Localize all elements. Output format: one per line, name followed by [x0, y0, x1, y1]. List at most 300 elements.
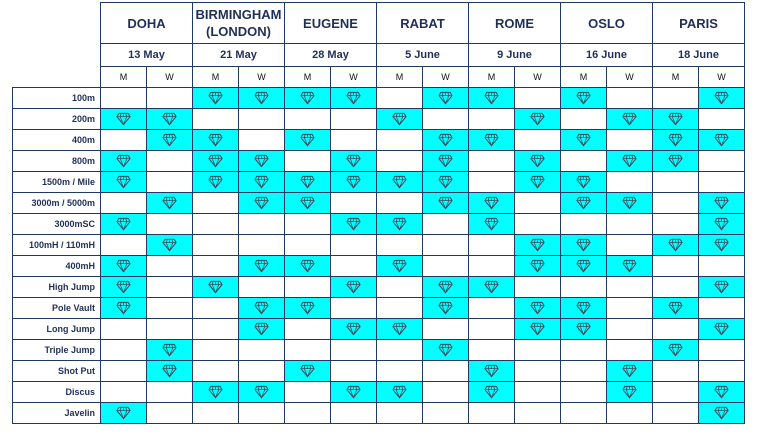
diamond-icon	[622, 259, 637, 273]
event-label: Pole Vault	[13, 298, 101, 319]
empty-cell	[331, 256, 377, 277]
event-held-cell	[699, 88, 745, 109]
empty-cell	[239, 130, 285, 151]
event-held-cell	[515, 109, 561, 130]
event-label: 200m	[13, 109, 101, 130]
event-held-cell	[285, 298, 331, 319]
event-rows	[13, 88, 745, 424]
empty-cell	[469, 340, 515, 361]
diamond-icon	[116, 301, 131, 315]
event-held-cell	[147, 130, 193, 151]
event-held-cell	[377, 256, 423, 277]
empty-cell	[561, 277, 607, 298]
diamond-icon	[714, 280, 729, 294]
empty-cell	[147, 88, 193, 109]
empty-cell	[607, 340, 653, 361]
event-held-cell	[423, 151, 469, 172]
diamond-icon	[484, 364, 499, 378]
empty-cell	[193, 109, 239, 130]
diamond-icon	[254, 385, 269, 399]
empty-cell	[193, 193, 239, 214]
event-held-cell	[699, 130, 745, 151]
diamond-icon	[392, 175, 407, 189]
empty-cell	[699, 172, 745, 193]
empty-cell	[239, 235, 285, 256]
gender-label: W	[331, 67, 377, 88]
empty-cell	[239, 109, 285, 130]
event-held-cell	[423, 130, 469, 151]
event-held-cell	[239, 88, 285, 109]
empty-cell	[653, 319, 699, 340]
empty-cell	[285, 109, 331, 130]
empty-cell	[607, 277, 653, 298]
empty-cell	[239, 361, 285, 382]
event-held-cell	[101, 298, 147, 319]
empty-cell	[469, 298, 515, 319]
empty-cell	[147, 298, 193, 319]
city-header-row	[13, 3, 745, 44]
event-held-cell	[653, 151, 699, 172]
diamond-icon	[438, 133, 453, 147]
diamond-icon	[254, 175, 269, 189]
event-held-cell	[469, 361, 515, 382]
empty-cell	[377, 130, 423, 151]
empty-cell	[377, 403, 423, 424]
event-held-cell	[377, 109, 423, 130]
empty-cell	[193, 256, 239, 277]
diamond-icon	[576, 196, 591, 210]
empty-cell	[653, 361, 699, 382]
empty-cell	[101, 130, 147, 151]
diamond-icon	[668, 343, 683, 357]
event-held-cell	[699, 277, 745, 298]
diamond-icon	[714, 133, 729, 147]
empty-cell	[653, 214, 699, 235]
gender-label: W	[699, 67, 745, 88]
event-row	[13, 361, 745, 382]
event-label: Discus	[13, 382, 101, 403]
event-held-cell	[193, 382, 239, 403]
event-held-cell	[239, 319, 285, 340]
diamond-icon	[622, 364, 637, 378]
diamond-icon	[714, 196, 729, 210]
empty-cell	[193, 340, 239, 361]
event-held-cell	[193, 172, 239, 193]
empty-cell	[423, 214, 469, 235]
event-held-cell	[239, 193, 285, 214]
event-label: 800m	[13, 151, 101, 172]
diamond-icon	[392, 322, 407, 336]
empty-cell	[699, 256, 745, 277]
event-held-cell	[607, 193, 653, 214]
diamond-icon	[392, 217, 407, 231]
diamond-icon	[208, 175, 223, 189]
empty-cell	[561, 382, 607, 403]
event-held-cell	[653, 130, 699, 151]
event-held-cell	[147, 235, 193, 256]
event-held-cell	[101, 151, 147, 172]
event-row	[13, 214, 745, 235]
empty-cell	[423, 382, 469, 403]
empty-cell	[561, 340, 607, 361]
event-held-cell	[515, 319, 561, 340]
empty-cell	[331, 130, 377, 151]
diamond-icon	[254, 154, 269, 168]
empty-cell	[607, 298, 653, 319]
event-label: Triple Jump	[13, 340, 101, 361]
empty-cell	[193, 403, 239, 424]
diamond-icon	[530, 301, 545, 315]
event-held-cell	[561, 256, 607, 277]
diamond-icon	[116, 175, 131, 189]
empty-cell	[653, 277, 699, 298]
empty-cell	[561, 109, 607, 130]
event-held-cell	[377, 319, 423, 340]
diamond-icon	[484, 91, 499, 105]
empty-cell	[147, 151, 193, 172]
empty-cell	[101, 193, 147, 214]
event-held-cell	[147, 340, 193, 361]
event-held-cell	[699, 235, 745, 256]
diamond-icon	[622, 196, 637, 210]
diamond-icon	[116, 259, 131, 273]
empty-cell	[331, 298, 377, 319]
diamond-icon	[162, 133, 177, 147]
empty-cell	[285, 382, 331, 403]
event-held-cell	[423, 88, 469, 109]
gender-label: W	[515, 67, 561, 88]
event-held-cell	[239, 382, 285, 403]
event-label: 100m	[13, 88, 101, 109]
empty-cell	[469, 235, 515, 256]
meeting-city: EUGENE	[285, 3, 377, 44]
empty-cell	[423, 319, 469, 340]
event-held-cell	[699, 214, 745, 235]
diamond-icon	[484, 133, 499, 147]
event-held-cell	[377, 382, 423, 403]
diamond-icon	[714, 217, 729, 231]
diamond-icon	[346, 385, 361, 399]
diamond-icon	[484, 217, 499, 231]
empty-cell	[239, 214, 285, 235]
diamond-icon	[530, 154, 545, 168]
event-row	[13, 319, 745, 340]
empty-cell	[285, 235, 331, 256]
event-held-cell	[607, 361, 653, 382]
empty-cell	[101, 382, 147, 403]
meeting-date: 18 June	[653, 44, 745, 67]
empty-cell	[515, 214, 561, 235]
diamond-icon	[208, 133, 223, 147]
event-held-cell	[469, 193, 515, 214]
empty-cell	[285, 340, 331, 361]
empty-cell	[515, 193, 561, 214]
empty-cell	[331, 193, 377, 214]
event-held-cell	[285, 130, 331, 151]
diamond-icon	[162, 112, 177, 126]
event-row	[13, 256, 745, 277]
diamond-icon	[438, 301, 453, 315]
event-held-cell	[469, 382, 515, 403]
event-row	[13, 382, 745, 403]
event-row	[13, 88, 745, 109]
meeting-date: 21 May	[193, 44, 285, 67]
event-held-cell	[239, 172, 285, 193]
empty-cell	[423, 109, 469, 130]
diamond-icon	[622, 154, 637, 168]
empty-cell	[101, 88, 147, 109]
diamond-icon	[254, 301, 269, 315]
diamond-icon	[438, 175, 453, 189]
event-held-cell	[561, 298, 607, 319]
empty-cell	[515, 88, 561, 109]
empty-cell	[193, 235, 239, 256]
event-held-cell	[331, 172, 377, 193]
event-held-cell	[101, 403, 147, 424]
empty-cell	[515, 277, 561, 298]
diamond-icon	[346, 154, 361, 168]
empty-cell	[699, 109, 745, 130]
empty-cell	[607, 214, 653, 235]
empty-cell	[101, 340, 147, 361]
empty-cell	[469, 319, 515, 340]
diamond-icon	[576, 301, 591, 315]
event-held-cell	[285, 172, 331, 193]
diamond-icon	[300, 175, 315, 189]
diamond-icon	[714, 406, 729, 420]
gender-label: W	[423, 67, 469, 88]
event-held-cell	[423, 172, 469, 193]
gender-label: W	[607, 67, 653, 88]
diamond-icon	[622, 385, 637, 399]
empty-cell	[653, 172, 699, 193]
empty-cell	[239, 340, 285, 361]
event-held-cell	[331, 151, 377, 172]
diamond-icon	[392, 112, 407, 126]
event-held-cell	[193, 130, 239, 151]
diamond-icon	[484, 196, 499, 210]
event-row	[13, 193, 745, 214]
event-row	[13, 172, 745, 193]
diamond-icon	[668, 133, 683, 147]
event-held-cell	[561, 193, 607, 214]
empty-cell	[699, 361, 745, 382]
gender-label: M	[653, 67, 699, 88]
empty-cell	[377, 193, 423, 214]
empty-cell	[377, 151, 423, 172]
empty-cell	[699, 298, 745, 319]
empty-cell	[561, 151, 607, 172]
empty-cell	[423, 235, 469, 256]
event-held-cell	[653, 298, 699, 319]
meeting-date: 28 May	[285, 44, 377, 67]
diamond-icon	[714, 91, 729, 105]
diamond-icon	[668, 154, 683, 168]
empty-cell	[377, 298, 423, 319]
event-row	[13, 109, 745, 130]
empty-cell	[101, 319, 147, 340]
event-held-cell	[239, 151, 285, 172]
diamond-icon	[300, 133, 315, 147]
empty-cell	[147, 214, 193, 235]
empty-cell	[285, 151, 331, 172]
empty-cell	[699, 151, 745, 172]
event-held-cell	[607, 151, 653, 172]
empty-cell	[515, 340, 561, 361]
meeting-date: 16 June	[561, 44, 653, 67]
empty-cell	[377, 340, 423, 361]
event-row	[13, 403, 745, 424]
empty-cell	[377, 277, 423, 298]
event-row	[13, 130, 745, 151]
event-held-cell	[101, 172, 147, 193]
diamond-icon	[162, 343, 177, 357]
meeting-city: ROME	[469, 3, 561, 44]
diamond-icon	[346, 322, 361, 336]
diamond-icon	[438, 196, 453, 210]
event-label: 400m	[13, 130, 101, 151]
diamond-icon	[576, 91, 591, 105]
diamond-icon	[116, 217, 131, 231]
diamond-icon	[622, 112, 637, 126]
event-held-cell	[699, 403, 745, 424]
event-held-cell	[193, 151, 239, 172]
event-held-cell	[469, 214, 515, 235]
event-held-cell	[561, 172, 607, 193]
event-held-cell	[193, 88, 239, 109]
event-held-cell	[331, 214, 377, 235]
event-held-cell	[607, 382, 653, 403]
event-held-cell	[239, 256, 285, 277]
event-held-cell	[699, 382, 745, 403]
diamond-icon	[346, 217, 361, 231]
diamond-icon	[162, 364, 177, 378]
empty-cell	[147, 382, 193, 403]
empty-cell	[147, 172, 193, 193]
diamond-icon	[254, 91, 269, 105]
event-label: 100mH / 110mH	[13, 235, 101, 256]
diamond-icon	[392, 259, 407, 273]
empty-cell	[653, 193, 699, 214]
diamond-icon	[530, 238, 545, 252]
event-held-cell	[239, 298, 285, 319]
diamond-icon	[300, 259, 315, 273]
empty-cell	[469, 151, 515, 172]
event-held-cell	[101, 277, 147, 298]
event-label: Javelin	[13, 403, 101, 424]
diamond-icon	[438, 280, 453, 294]
empty-cell	[147, 277, 193, 298]
gender-header-row	[13, 67, 745, 88]
empty-cell	[607, 319, 653, 340]
empty-cell	[469, 172, 515, 193]
empty-cell	[653, 88, 699, 109]
event-held-cell	[101, 214, 147, 235]
empty-cell	[377, 88, 423, 109]
event-held-cell	[423, 277, 469, 298]
event-held-cell	[653, 235, 699, 256]
event-held-cell	[607, 256, 653, 277]
empty-cell	[377, 361, 423, 382]
gender-label: M	[285, 67, 331, 88]
empty-cell	[561, 214, 607, 235]
event-held-cell	[469, 277, 515, 298]
empty-cell	[699, 340, 745, 361]
event-held-cell	[469, 130, 515, 151]
event-held-cell	[285, 88, 331, 109]
diamond-icon	[254, 322, 269, 336]
empty-cell	[469, 403, 515, 424]
event-held-cell	[653, 109, 699, 130]
empty-cell	[285, 214, 331, 235]
event-label: 3000m / 5000m	[13, 193, 101, 214]
empty-cell	[331, 340, 377, 361]
empty-cell	[331, 403, 377, 424]
diamond-icon	[530, 259, 545, 273]
gender-label: W	[147, 67, 193, 88]
event-held-cell	[377, 214, 423, 235]
diamond-icon	[346, 280, 361, 294]
event-label: High Jump	[13, 277, 101, 298]
diamond-icon	[208, 91, 223, 105]
diamond-icon	[484, 280, 499, 294]
empty-cell	[653, 256, 699, 277]
empty-cell	[423, 403, 469, 424]
diamond-icon	[116, 406, 131, 420]
diamond-icon	[116, 154, 131, 168]
empty-cell	[423, 256, 469, 277]
diamond-icon	[438, 154, 453, 168]
empty-cell	[469, 109, 515, 130]
empty-cell	[607, 403, 653, 424]
diamond-icon	[208, 280, 223, 294]
empty-cell	[377, 235, 423, 256]
meeting-date: 5 June	[377, 44, 469, 67]
empty-cell	[193, 214, 239, 235]
empty-cell	[561, 403, 607, 424]
event-held-cell	[331, 319, 377, 340]
schedule-table	[12, 2, 745, 424]
meeting-city: RABAT	[377, 3, 469, 44]
empty-cell	[515, 361, 561, 382]
event-held-cell	[285, 193, 331, 214]
event-held-cell	[101, 256, 147, 277]
event-held-cell	[653, 340, 699, 361]
event-label: Shot Put	[13, 361, 101, 382]
event-held-cell	[515, 151, 561, 172]
event-row	[13, 340, 745, 361]
empty-cell	[239, 277, 285, 298]
empty-cell	[331, 109, 377, 130]
empty-cell	[193, 298, 239, 319]
event-held-cell	[101, 109, 147, 130]
empty-cell	[607, 88, 653, 109]
diamond-icon	[116, 112, 131, 126]
diamond-icon	[668, 301, 683, 315]
diamond-icon	[484, 385, 499, 399]
empty-cell	[607, 235, 653, 256]
empty-cell	[101, 361, 147, 382]
event-held-cell	[699, 193, 745, 214]
empty-cell	[193, 319, 239, 340]
empty-cell	[607, 130, 653, 151]
gender-label: M	[469, 67, 515, 88]
meeting-city: BIRMINGHAM (LONDON)	[193, 3, 285, 44]
diamond-icon	[300, 196, 315, 210]
diamond-icon	[300, 364, 315, 378]
event-held-cell	[561, 235, 607, 256]
gender-label: M	[193, 67, 239, 88]
